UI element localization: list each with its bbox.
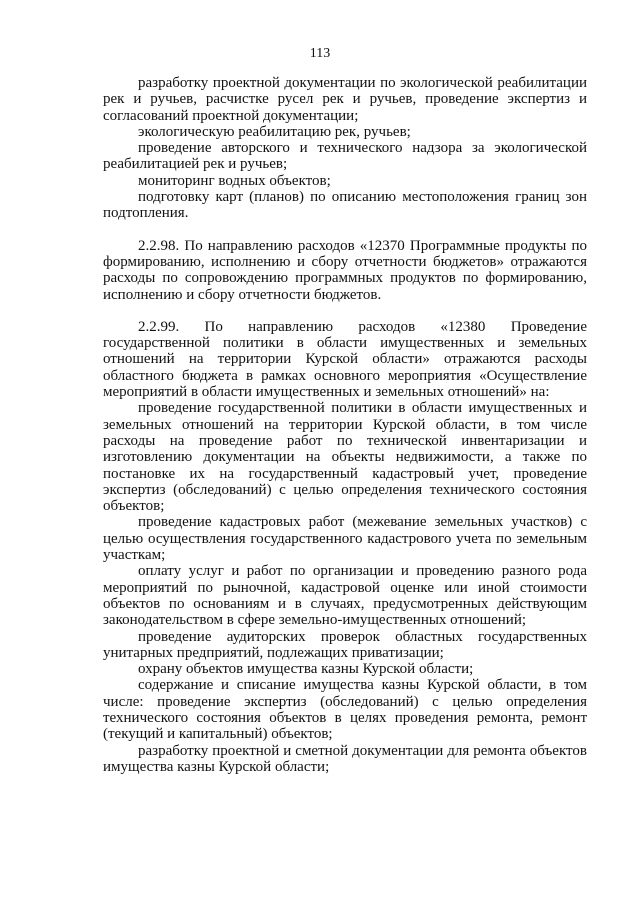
page-content — [103, 75, 587, 775]
paragraph-gap — [103, 303, 587, 319]
paragraph: экологическую реабилитацию рек, ручьев; — [138, 123, 411, 140]
paragraph: мониторинг водных объектов; — [138, 172, 331, 189]
paragraph: содержание и списание имущества казны Курской области, в том числе: проведение экспертиз (обследований) с целью определения технического состояния объектов в целях проведения ремонта, ремонт (текущий и капитальный) объектов; — [103, 677, 587, 743]
paragraph: подготовку карт (планов) по описанию местоположения границ зон подтопления. — [103, 189, 587, 222]
paragraph: проведение кадастровых работ (межевание земельных участков) с целью осуществления государственного кадастрового учета по земельным участкам; — [103, 514, 587, 564]
paragraph: проведение государственной политики в области имущественных и земельных отношений на территории Курской области, в том числе расходы на проведение работ по технической инвентаризации и изготовлению документации на объекты недвижимости, а также по постановке их на государственный кадастровый учет, проведение экспертиз (обследований) с целью определения технического состояния объектов; — [103, 400, 587, 515]
paragraph: разработку проектной документации по экологической реабилитации рек и ручьев, расчистке русел рек и ручьев, проведение экспертиз и согласований проектной документации; — [103, 75, 587, 124]
paragraph: охрану объектов имущества казны Курской области; — [138, 661, 474, 678]
paragraph: проведение авторского и технического надзора за экологической реабилитацией рек и ручьев; — [103, 140, 587, 173]
page-number: 113 — [309, 46, 331, 61]
paragraph: проведение аудиторских проверок областных государственных унитарных предприятий, подлежащих приватизации; — [103, 628, 587, 661]
section-2-2-99: 2.2.99. По направлению расходов «12380 Проведение государственной политики в области имущественных и земельных отношений на территории Курской области» отражаются расходы областного бюджета в рамках основного мероприятия «Осуществление мероприятий в области имущественных и земельных отношений» на: — [103, 318, 587, 401]
paragraph: оплату услуг и работ по организации и проведению разного рода мероприятий по рыночной, кадастровой оценке или иной стоимости объектов по основаниям и в случаях, предусмотренных действующим законодательством в сфере земельно-имущественных отношений; — [103, 563, 587, 629]
paragraph: разработку проектной и сметной документации для ремонта объектов имущества казны Курской области; — [103, 742, 587, 775]
section-2-2-98: 2.2.98. По направлению расходов «12370 Программные продукты по формированию, исполнению и сбору отчетности бюджетов» отражаются расходы по сопровождению программных продуктов по формированию, исполнению и сбору отчетности бюджетов. — [103, 237, 587, 303]
paragraph-gap — [103, 222, 587, 238]
